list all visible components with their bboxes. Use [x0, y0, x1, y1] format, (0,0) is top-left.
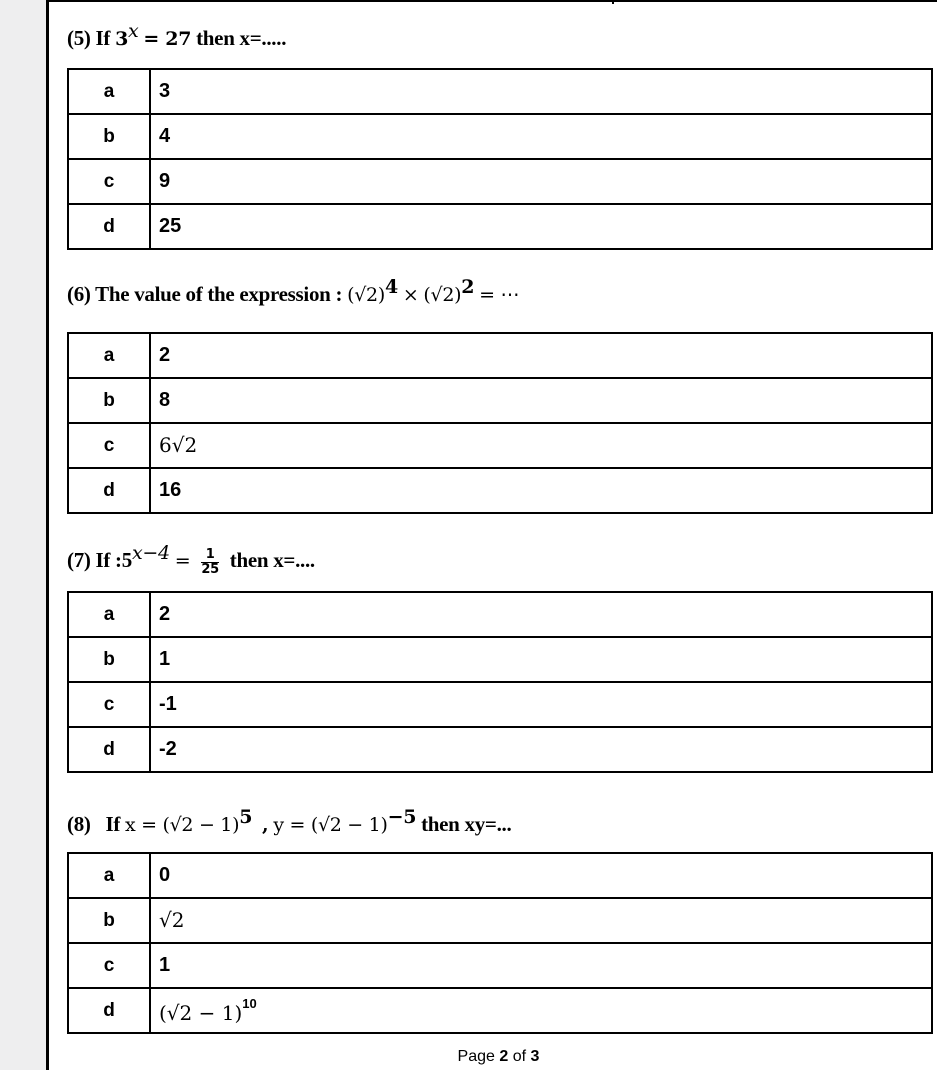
option-value: 6√2: [150, 423, 932, 468]
page-number: Page 2 of 3: [457, 1048, 540, 1065]
option-label: d: [68, 988, 150, 1033]
option-label: d: [68, 468, 150, 513]
option-label: c: [68, 943, 150, 988]
option-label: b: [68, 378, 150, 423]
option-value: -1: [150, 682, 932, 727]
option-label: a: [68, 69, 150, 114]
option-value: 2: [150, 592, 932, 637]
option-label: b: [68, 114, 150, 159]
option-label: b: [68, 898, 150, 943]
question-6-prompt: (6) The value of the expression : $(√2)^4 \times (√2)^2$ = ⋯: [67, 276, 520, 306]
option-label: c: [68, 423, 150, 468]
option-row[interactable]: [68, 853, 932, 898]
fraction: $\frac{1}{25}$: [201, 546, 219, 577]
option-row[interactable]: [68, 69, 932, 114]
option-label: d: [68, 727, 150, 772]
option-value: 9: [150, 159, 932, 204]
question-5-prompt: (5) If 3$^x$ = 27 then x=.....: [67, 20, 287, 50]
option-value: √2: [150, 898, 932, 943]
option-value: 1: [150, 943, 932, 988]
option-label: b: [68, 637, 150, 682]
option-value: $(√2 - 1)^{10}$: [150, 988, 932, 1033]
option-value: 0: [150, 853, 932, 898]
option-row[interactable]: [68, 988, 932, 1033]
question-6-options: [67, 332, 933, 514]
option-value: -2: [150, 727, 932, 772]
option-label: a: [68, 592, 150, 637]
option-row[interactable]: [68, 943, 932, 988]
option-value: 2: [150, 333, 932, 378]
option-row[interactable]: [68, 898, 932, 943]
option-label: c: [68, 682, 150, 727]
option-row[interactable]: [68, 159, 932, 204]
option-row[interactable]: [68, 682, 932, 727]
option-label: d: [68, 204, 150, 249]
question-8-options: [67, 852, 933, 1034]
question-5-options: [67, 68, 933, 250]
option-row[interactable]: [68, 378, 932, 423]
option-label: a: [68, 853, 150, 898]
option-row[interactable]: [68, 592, 932, 637]
top-border-tick: [612, 0, 614, 4]
option-row[interactable]: [68, 204, 932, 249]
question-8-prompt: (8) If $x = (√2 - 1)^5$ , $y = (√2 - 1)^{-5}$ then xy=...: [67, 806, 512, 836]
option-row[interactable]: [68, 114, 932, 159]
option-row[interactable]: [68, 468, 932, 513]
top-border-line: [49, 0, 937, 2]
question-7-prompt: (7) If $:5^{x-4}$ = $\frac{1}{25}$ then x=....: [67, 542, 315, 577]
option-value: 1: [150, 637, 932, 682]
option-value: 8: [150, 378, 932, 423]
option-row[interactable]: [68, 423, 932, 468]
option-row[interactable]: [68, 333, 932, 378]
option-value: 25: [150, 204, 932, 249]
option-row[interactable]: [68, 727, 932, 772]
option-row[interactable]: [68, 637, 932, 682]
page-left-margin: [0, 0, 49, 1070]
question-7-options: [67, 591, 933, 773]
option-label: c: [68, 159, 150, 204]
option-label: a: [68, 333, 150, 378]
option-value: 16: [150, 468, 932, 513]
option-value: 4: [150, 114, 932, 159]
option-value: 3: [150, 69, 932, 114]
